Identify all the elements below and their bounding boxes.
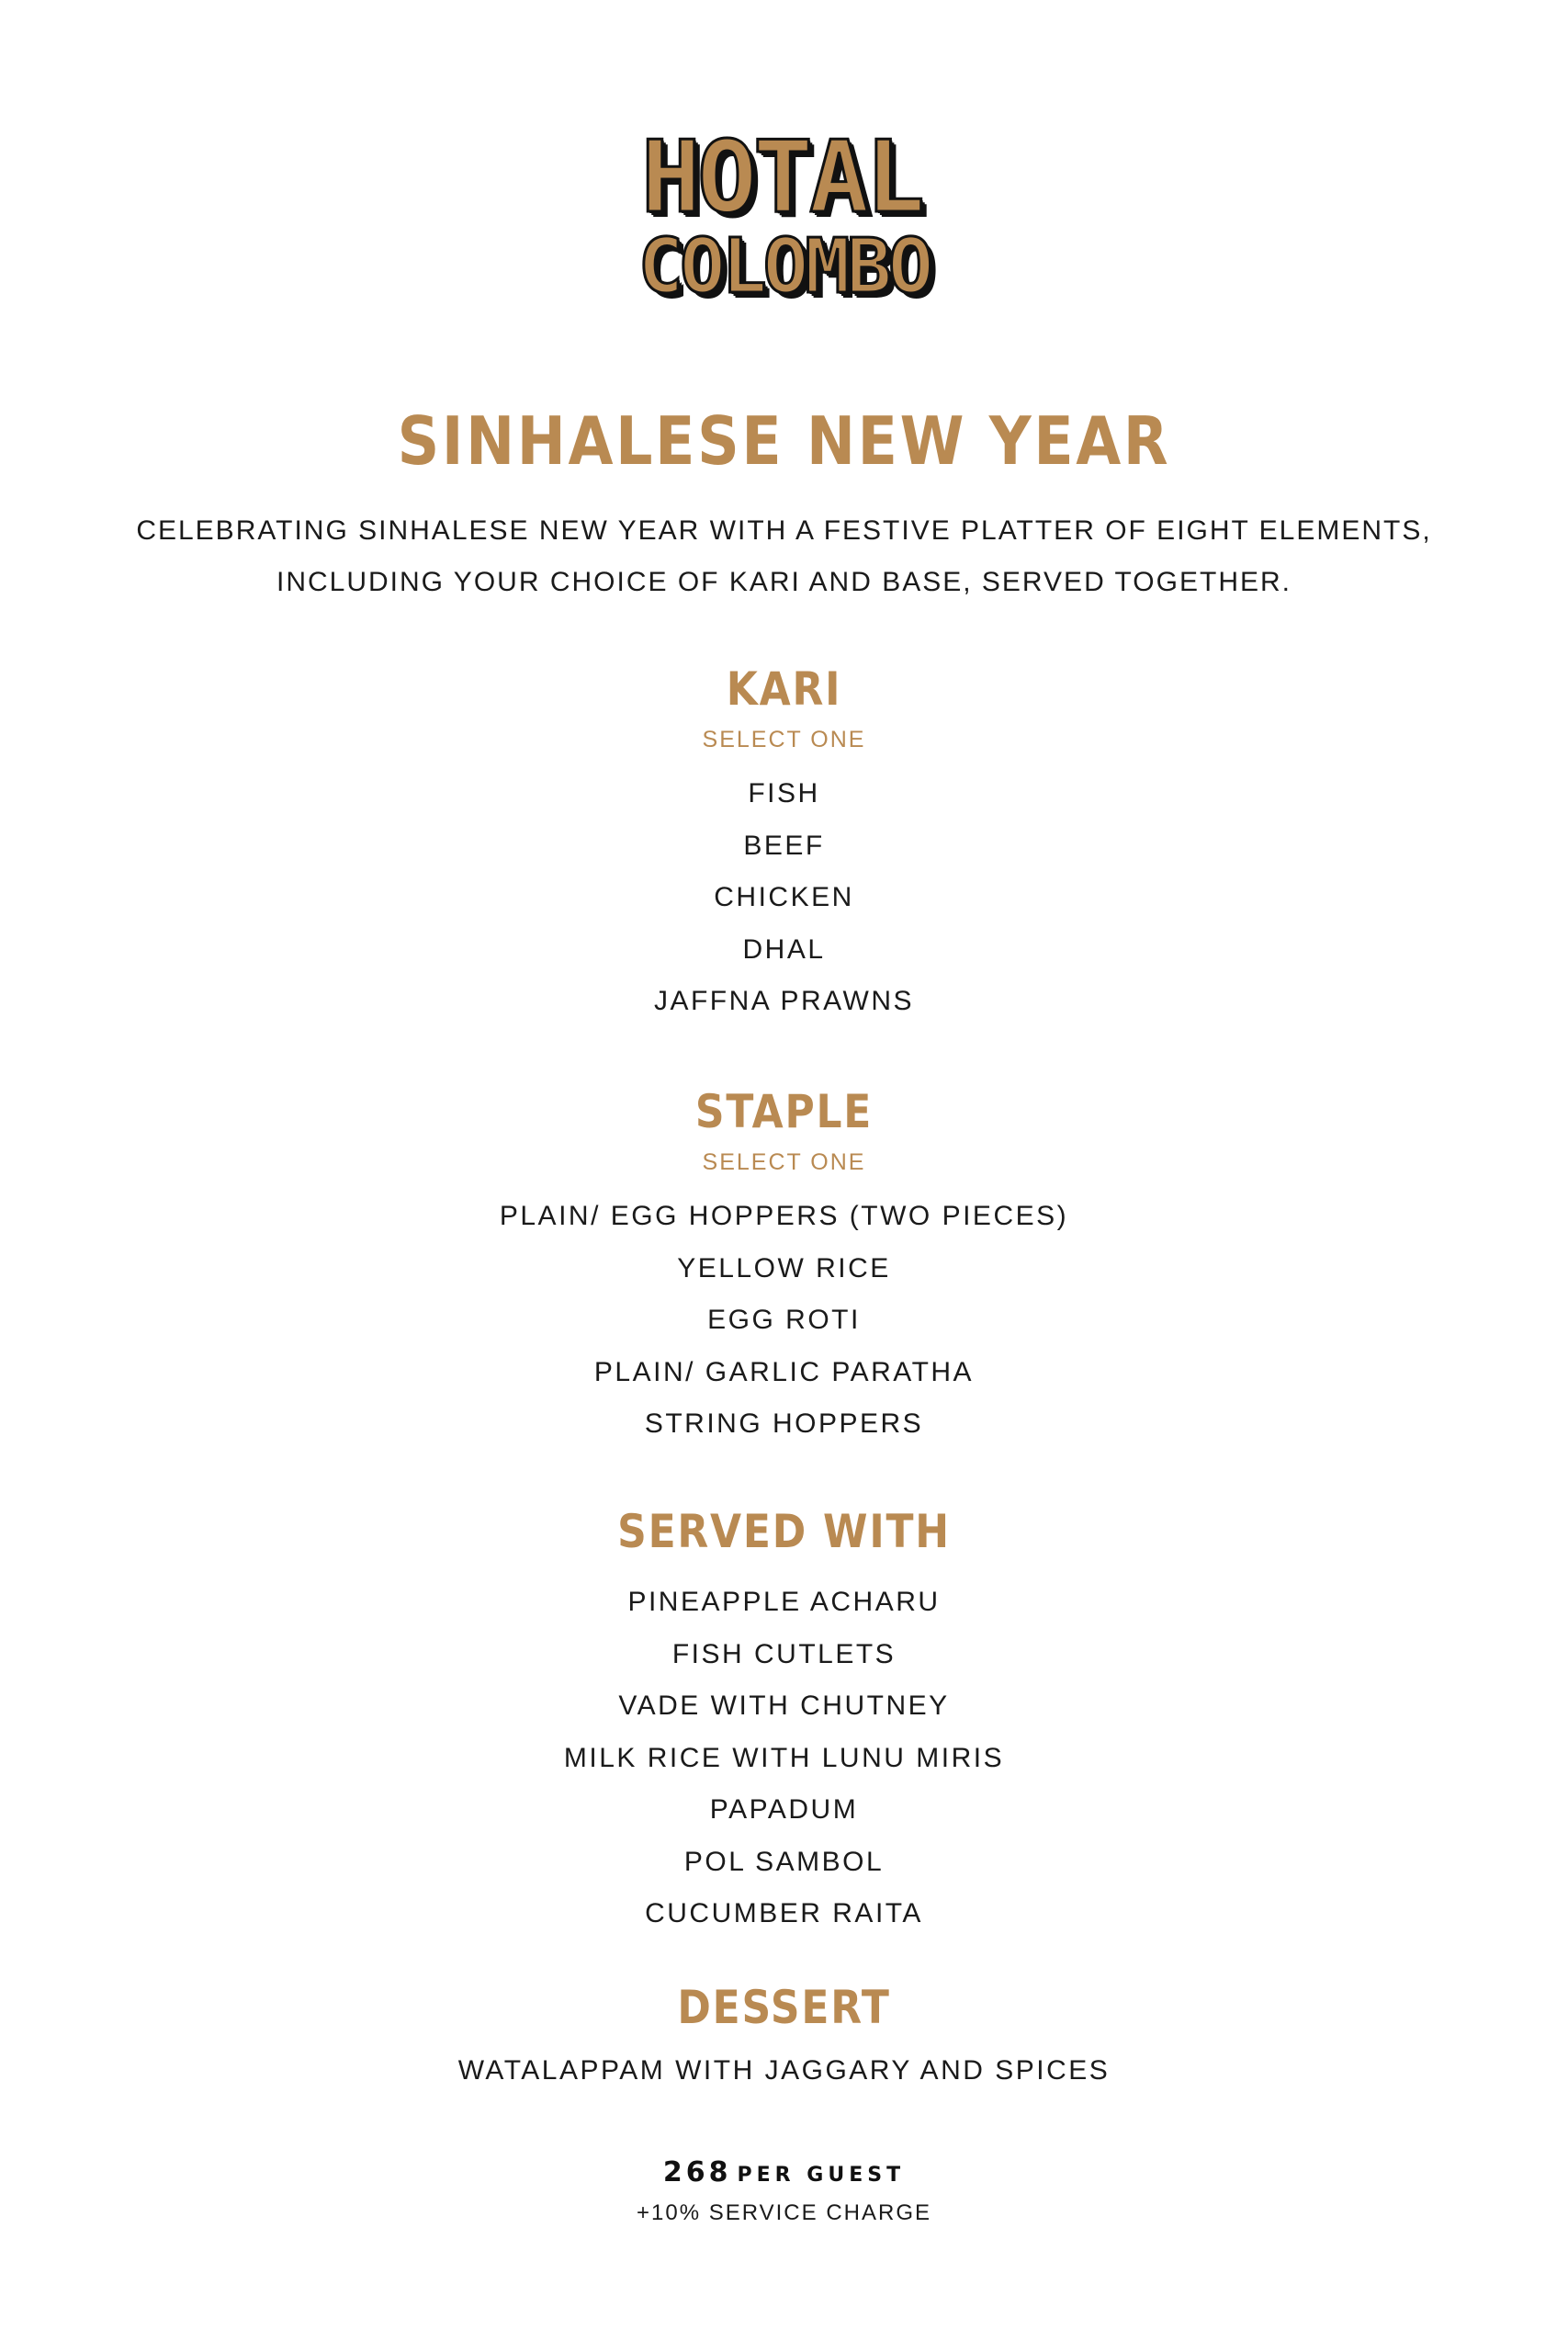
list-item: CUCUMBER RAITA [645,1898,923,1928]
item-list [0,768,1568,1028]
list-item: PINEAPPLE ACHARU [627,1587,941,1617]
menu-intro [0,505,1568,608]
list-item: EGG ROTI [707,1305,861,1335]
list-item: STRING HOPPERS [644,1408,924,1439]
list-item: DHAL [742,933,826,965]
list-item: YELLOW RICE [677,1252,891,1283]
section-subtitle: SELECT ONE [702,1149,866,1175]
list-item: BEEF [743,830,825,861]
logo-line-1: HOTAL [640,120,922,235]
list-item: PAPADUM [709,1794,859,1825]
list-item: FISH [748,778,820,808]
list-item: JAFFNA PRAWNS [653,986,915,1016]
section-title: SERVED WITH [617,1505,951,1558]
section-title: DESSERT [677,1981,891,2034]
list-item: MILK RICE WITH LUNU MIRIS [563,1742,1005,1773]
intro-line-1: CELEBRATING SINHALESE NEW YEAR WITH A FESTIVE PLATTER OF EIGHT ELEMENTS, [136,515,1432,546]
hotal-colombo-logo [0,120,1568,311]
price-per-guest: PER GUEST [737,2164,906,2187]
section-staple [0,1085,1568,1451]
section-dessert [0,1981,1568,2098]
list-item: PLAIN/ EGG HOPPERS (TWO PIECES) [499,1201,1069,1231]
section-kari [0,662,1568,1028]
price-amount: 268 [662,2156,732,2188]
price [0,2156,1568,2188]
logo-line-2: COLOMBO [637,223,931,311]
section-subtitle: SELECT ONE [702,727,866,752]
item-list [0,2045,1568,2098]
item-list [0,1191,1568,1451]
service-charge: +10% SERVICE CHARGE [637,2200,931,2225]
section-served-with [0,1505,1568,1940]
section-title: STAPLE [694,1085,874,1138]
list-item: FISH CUTLETS [671,1638,897,1669]
section-title: KARI [726,662,842,716]
list-item: PLAIN/ GARLIC PARATHA [593,1356,975,1387]
list-item: VADE WITH CHUTNEY [618,1690,950,1721]
list-item: CHICKEN [714,882,854,912]
menu-title: SINHALESE NEW YEAR [397,402,1171,480]
intro-line-2: INCLUDING YOUR CHOICE OF KARI AND BASE, SERVED TOGETHER. [276,567,1292,597]
list-item: POL SAMBOL [683,1846,885,1877]
list-item: WATALAPPAM WITH JAGGARY AND SPICES [457,2055,1111,2086]
item-list [0,1577,1568,1940]
